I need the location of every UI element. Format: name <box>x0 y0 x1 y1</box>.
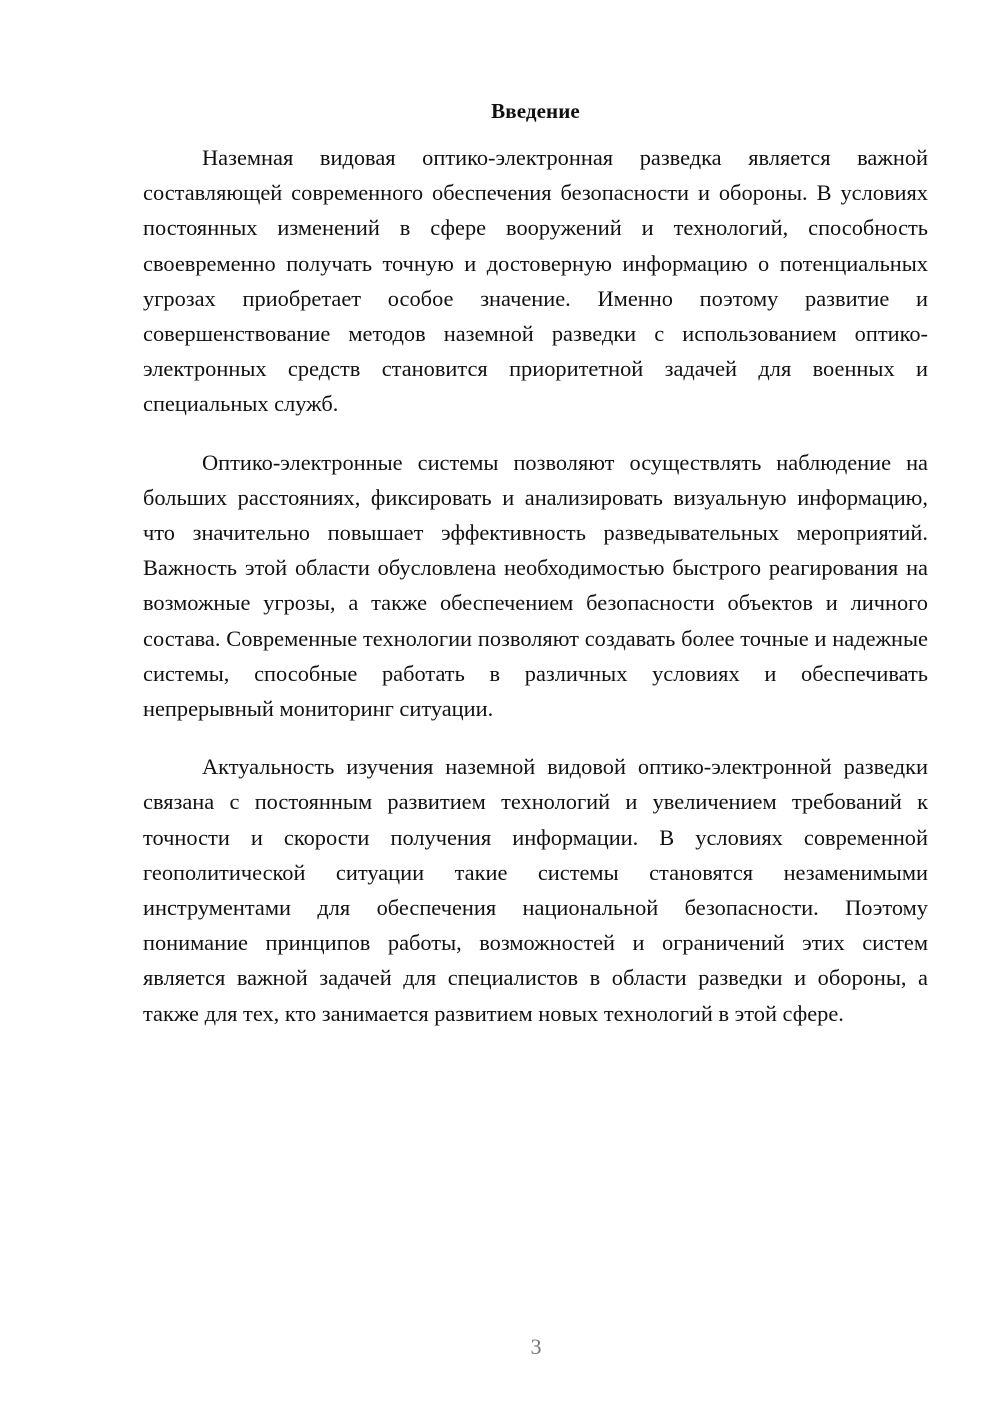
paragraph-2: Оптико-электронные системы позволяют осуществлять наблюдение на больших расстояниях, фиксировать и анализировать визуальную информацию, что значительно повышает эффективность разведывательных мероприятий. Важность этой области обусловлена необходимостью быстрого реагирования на возможные угрозы, а также обеспечением безопасности объектов и личного состава. Современные технологии позволяют создавать более точные и надежные системы, способные работать в различных условиях и обеспечивать непрерывный мониторинг ситуации. <box>143 449 928 722</box>
page-number: 3 <box>530 1334 542 1359</box>
paragraph-3: Актуальность изучения наземной видовой оптико-электронной разведки связана с постоянным развитием технологий и увеличением требований к точности и скорости получения информации. В условиях современной геополитической ситуации такие системы становятся незаменимыми инструментами для обеспечения национальной безопасности. Поэтому понимание принципов работы, возможностей и ограничений этих систем является важной задачей для специалистов в области разведки и обороны, а также для тех, кто занимается развитием новых технологий в этой сфере. <box>143 754 928 1026</box>
page-content <box>143 96 928 1054</box>
section-title: Введение <box>491 99 580 123</box>
paragraph-1: Наземная видовая оптико-электронная разведка является важной составляющей современного обеспечения безопасности и обороны. В условиях постоянных изменений в сфере вооружений и технологий, способность своевременно получать точную и достоверную информацию о потенциальных угрозах приобретает особое значение. Именно поэтому развитие и совершенствование методов наземной разведки с использованием оптико-электронных средств становится приоритетной задачей для военных и специальных служб. <box>143 145 928 417</box>
